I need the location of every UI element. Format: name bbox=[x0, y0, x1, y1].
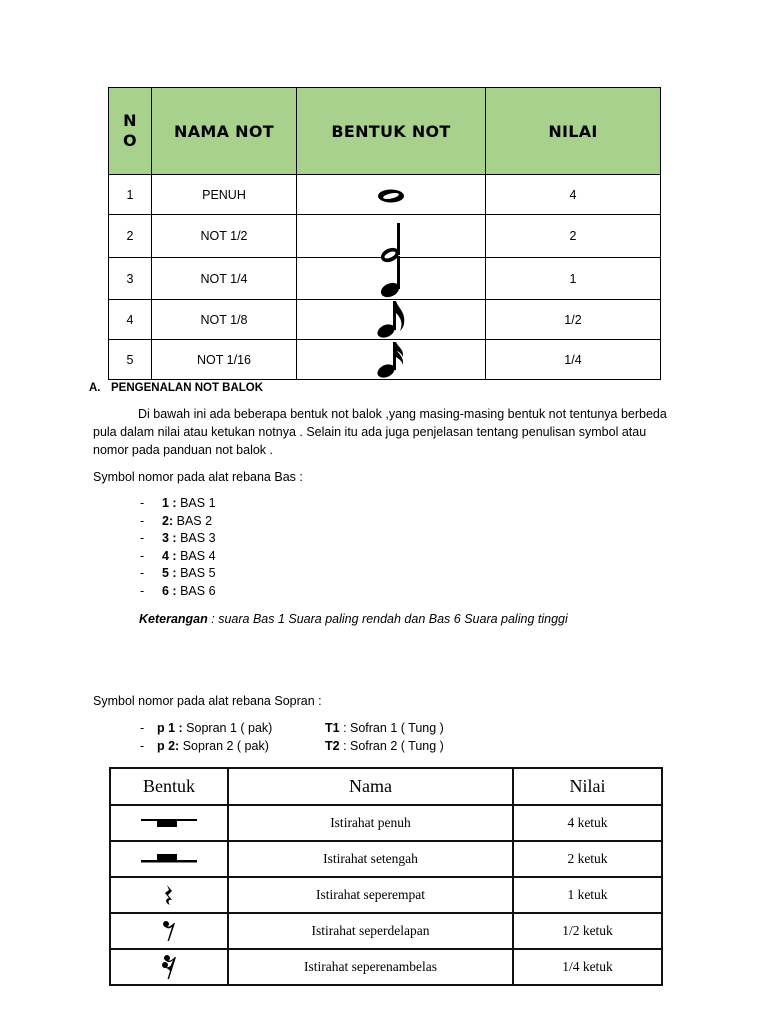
row-number: 3 bbox=[109, 258, 152, 300]
bas-key: 2: bbox=[162, 513, 174, 528]
note-shape-cell bbox=[297, 340, 486, 380]
header-nama: Nama bbox=[228, 768, 513, 805]
sopran-symbol-list bbox=[140, 719, 444, 755]
sopran-t-value: : Sofran 1 ( Tung ) bbox=[339, 721, 444, 735]
bas-key: 3 : bbox=[162, 531, 177, 546]
note-name: NOT 1/8 bbox=[152, 300, 297, 340]
list-item bbox=[140, 565, 216, 583]
rest-table-header-row bbox=[110, 768, 662, 805]
note-name: PENUH bbox=[152, 175, 297, 215]
header-nilai: Nilai bbox=[513, 768, 662, 805]
table-row bbox=[109, 300, 661, 340]
rest-value: 1 ketuk bbox=[513, 877, 662, 913]
table-row bbox=[109, 340, 661, 380]
keterangan-label: Keterangan bbox=[139, 612, 208, 626]
table-row bbox=[110, 841, 662, 877]
bas-symbol-list bbox=[140, 495, 216, 601]
rest-name: Istirahat seperenambelas bbox=[228, 949, 513, 985]
note-table-header-row bbox=[109, 88, 661, 175]
list-item bbox=[140, 548, 216, 566]
note-name: NOT 1/2 bbox=[152, 215, 297, 258]
rest-shape-cell bbox=[110, 805, 228, 841]
header-nilai: NILAI bbox=[486, 88, 661, 175]
rest-shape-cell bbox=[110, 877, 228, 913]
note-shape-cell bbox=[297, 258, 486, 300]
bas-value: BAS 2 bbox=[176, 513, 213, 528]
table-row bbox=[110, 805, 662, 841]
rest-name: Istirahat penuh bbox=[228, 805, 513, 841]
row-number: 5 bbox=[109, 340, 152, 380]
keterangan-note bbox=[139, 610, 568, 628]
rest-shape-cell bbox=[110, 841, 228, 877]
rest-shape-cell bbox=[110, 913, 228, 949]
whole-rest-icon bbox=[139, 816, 199, 830]
list-item bbox=[140, 495, 216, 513]
note-value: 1/2 bbox=[486, 300, 661, 340]
sixteenth-rest-icon bbox=[160, 954, 178, 980]
sopran-symbol-title: Symbol nomor pada alat rebana Sopran : bbox=[93, 694, 322, 708]
table-row bbox=[110, 913, 662, 949]
note-value: 4 bbox=[486, 175, 661, 215]
section-heading bbox=[89, 379, 263, 397]
note-shape-cell bbox=[297, 215, 486, 258]
rest-name: Istirahat seperempat bbox=[228, 877, 513, 913]
bas-key: 5 : bbox=[162, 566, 177, 581]
eighth-note-icon bbox=[374, 300, 408, 340]
intro-paragraph bbox=[93, 405, 673, 459]
list-item bbox=[140, 513, 216, 531]
sopran-p-key: p 2: bbox=[157, 739, 180, 753]
rest-value: 1/4 ketuk bbox=[513, 949, 662, 985]
header-no bbox=[109, 88, 152, 175]
bas-key: 1 : bbox=[162, 496, 177, 510]
section-title: PENGENALAN NOT BALOK bbox=[111, 382, 264, 394]
bas-key: 6 : bbox=[162, 583, 177, 598]
note-shape-cell bbox=[297, 300, 486, 340]
intro-paragraph-text: Di bawah ini ada beberapa bentuk not balok ,yang masing-masing bentuk not tentunya berbeda pula dalam nilai atau ketukan notnya . Selain itu ada juga penjelasan tentang penulisan symbol atau nomor pada panduan not balok . bbox=[93, 407, 667, 457]
header-bentuk: Bentuk bbox=[110, 768, 228, 805]
row-number: 1 bbox=[109, 175, 152, 215]
sopran-t-key: T2 bbox=[325, 739, 340, 753]
sopran-p-value: Sopran 2 ( pak) bbox=[179, 739, 269, 753]
sixteenth-note-icon bbox=[374, 340, 408, 380]
section-number: A. bbox=[89, 382, 101, 394]
note-shape-cell bbox=[297, 175, 486, 215]
note-name: NOT 1/4 bbox=[152, 258, 297, 300]
list-item bbox=[140, 737, 444, 755]
sopran-p-key: p 1 : bbox=[157, 721, 183, 735]
rest-name: Istirahat seperdelapan bbox=[228, 913, 513, 949]
quarter-note-icon bbox=[376, 258, 406, 298]
rest-name: Istirahat setengah bbox=[228, 841, 513, 877]
bas-value: BAS 6 bbox=[180, 583, 216, 598]
note-name: NOT 1/16 bbox=[152, 340, 297, 380]
table-row bbox=[109, 175, 661, 215]
list-item bbox=[140, 583, 216, 601]
row-number: 2 bbox=[109, 215, 152, 258]
table-row bbox=[109, 215, 661, 258]
row-number: 4 bbox=[109, 300, 152, 340]
rest-shape-cell bbox=[110, 949, 228, 985]
bas-symbol-title: Symbol nomor pada alat rebana Bas : bbox=[93, 470, 303, 484]
sopran-t-value: : Sofran 2 ( Tung ) bbox=[339, 739, 444, 753]
note-value: 2 bbox=[486, 215, 661, 258]
note-value: 1 bbox=[486, 258, 661, 300]
bas-value: BAS 4 bbox=[180, 548, 216, 563]
eighth-rest-icon bbox=[161, 920, 177, 942]
header-no-o: O bbox=[123, 131, 137, 150]
note-values-table bbox=[108, 87, 661, 380]
bas-value: BAS 3 bbox=[180, 531, 216, 546]
header-nama-not: NAMA NOT bbox=[152, 88, 297, 175]
rest-value: 1/2 ketuk bbox=[513, 913, 662, 949]
bas-value: BAS 5 bbox=[180, 566, 216, 581]
quarter-rest-icon bbox=[162, 884, 176, 906]
bas-key: 4 : bbox=[162, 548, 177, 563]
whole-note-icon bbox=[376, 186, 406, 206]
rest-value: 2 ketuk bbox=[513, 841, 662, 877]
table-row bbox=[109, 258, 661, 300]
sopran-t-key: T1 bbox=[325, 721, 340, 735]
list-item bbox=[140, 530, 216, 548]
table-row bbox=[110, 877, 662, 913]
table-row bbox=[110, 949, 662, 985]
bas-value: BAS 1 bbox=[180, 496, 216, 510]
header-no-n: N bbox=[123, 111, 137, 130]
sopran-p-value: Sopran 1 ( pak) bbox=[182, 721, 273, 735]
keterangan-text: : suara Bas 1 Suara paling rendah dan Bas 6 Suara paling tinggi bbox=[207, 612, 568, 626]
note-value: 1/4 bbox=[486, 340, 661, 380]
list-item bbox=[140, 719, 444, 737]
rest-values-table bbox=[109, 767, 663, 986]
header-bentuk-not: BENTUK NOT bbox=[297, 88, 486, 175]
rest-value: 4 ketuk bbox=[513, 805, 662, 841]
half-rest-icon bbox=[139, 852, 199, 866]
